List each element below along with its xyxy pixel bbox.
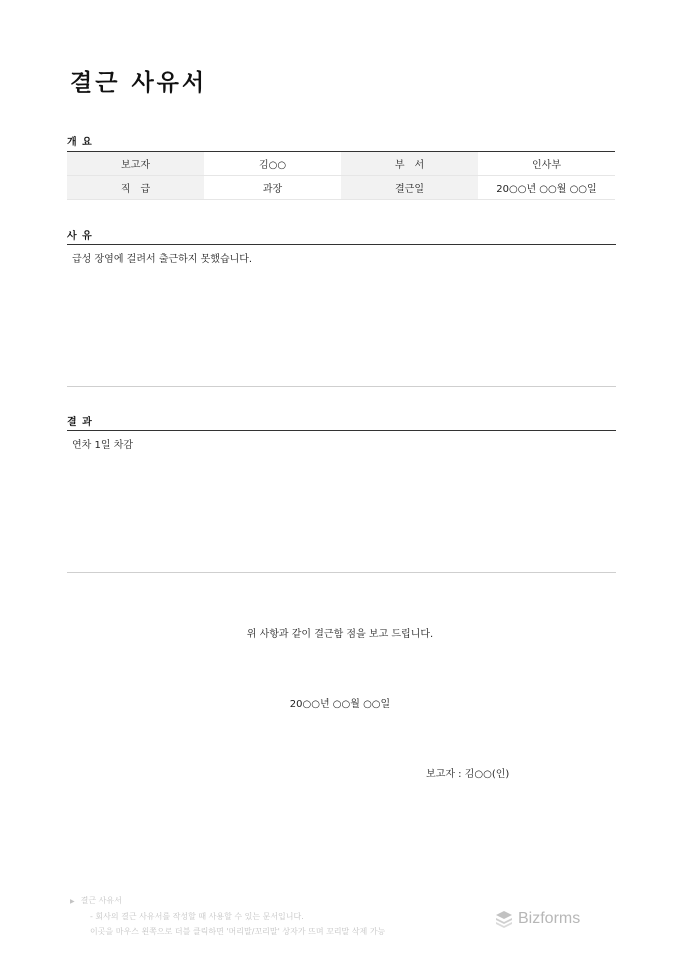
triangle-bullet-icon: ▶ bbox=[70, 898, 75, 905]
result-box bbox=[67, 430, 616, 573]
rank-value: 과장 bbox=[204, 176, 341, 200]
reporter-value: 김○○ bbox=[204, 152, 341, 176]
footer-line-3[interactable]: 이곳을 마우스 왼쪽으로 더블 클릭하면 '머리말/꼬리말' 상자가 뜨며 꼬리말 삭제 가능 bbox=[90, 927, 386, 936]
table-row bbox=[67, 176, 615, 200]
closing-statement: 위 사항과 같이 결근함 점을 보고 드립니다. bbox=[246, 629, 434, 640]
rank-label: 직 급 bbox=[67, 176, 204, 200]
reason-text: 급성 장염에 걸려서 출근하지 못했습니다. bbox=[72, 254, 253, 265]
stack-layers-icon bbox=[494, 909, 514, 929]
closing-date: 20○○년 ○○월 ○○일 bbox=[289, 699, 391, 710]
result-heading: 결 과 bbox=[67, 417, 93, 428]
overview-table bbox=[67, 151, 615, 200]
brand-name: Bizforms bbox=[518, 910, 581, 927]
absence-date-value: 20○○년 ○○월 ○○일 bbox=[478, 176, 615, 200]
table-row bbox=[67, 152, 615, 176]
result-text: 연차 1일 차감 bbox=[72, 440, 134, 451]
absence-date-label: 결근일 bbox=[341, 176, 478, 200]
department-value: 인사부 bbox=[478, 152, 615, 176]
department-label: 부 서 bbox=[341, 152, 478, 176]
overview-heading: 개 요 bbox=[67, 137, 93, 148]
bizforms-logo bbox=[494, 909, 580, 929]
reason-box bbox=[67, 244, 616, 387]
reporter-label: 보고자 bbox=[67, 152, 204, 176]
reporter-signature: 보고자 : 김○○(인) bbox=[426, 769, 510, 780]
document-title: 결근 사유서 bbox=[70, 70, 208, 96]
footer-line-2[interactable]: - 회사의 결근 사유서를 작성할 때 사용할 수 있는 문서입니다. bbox=[90, 912, 304, 921]
footer-line-1[interactable]: ▶ 결근 사유서 bbox=[70, 896, 122, 905]
reason-heading: 사 유 bbox=[67, 231, 93, 242]
